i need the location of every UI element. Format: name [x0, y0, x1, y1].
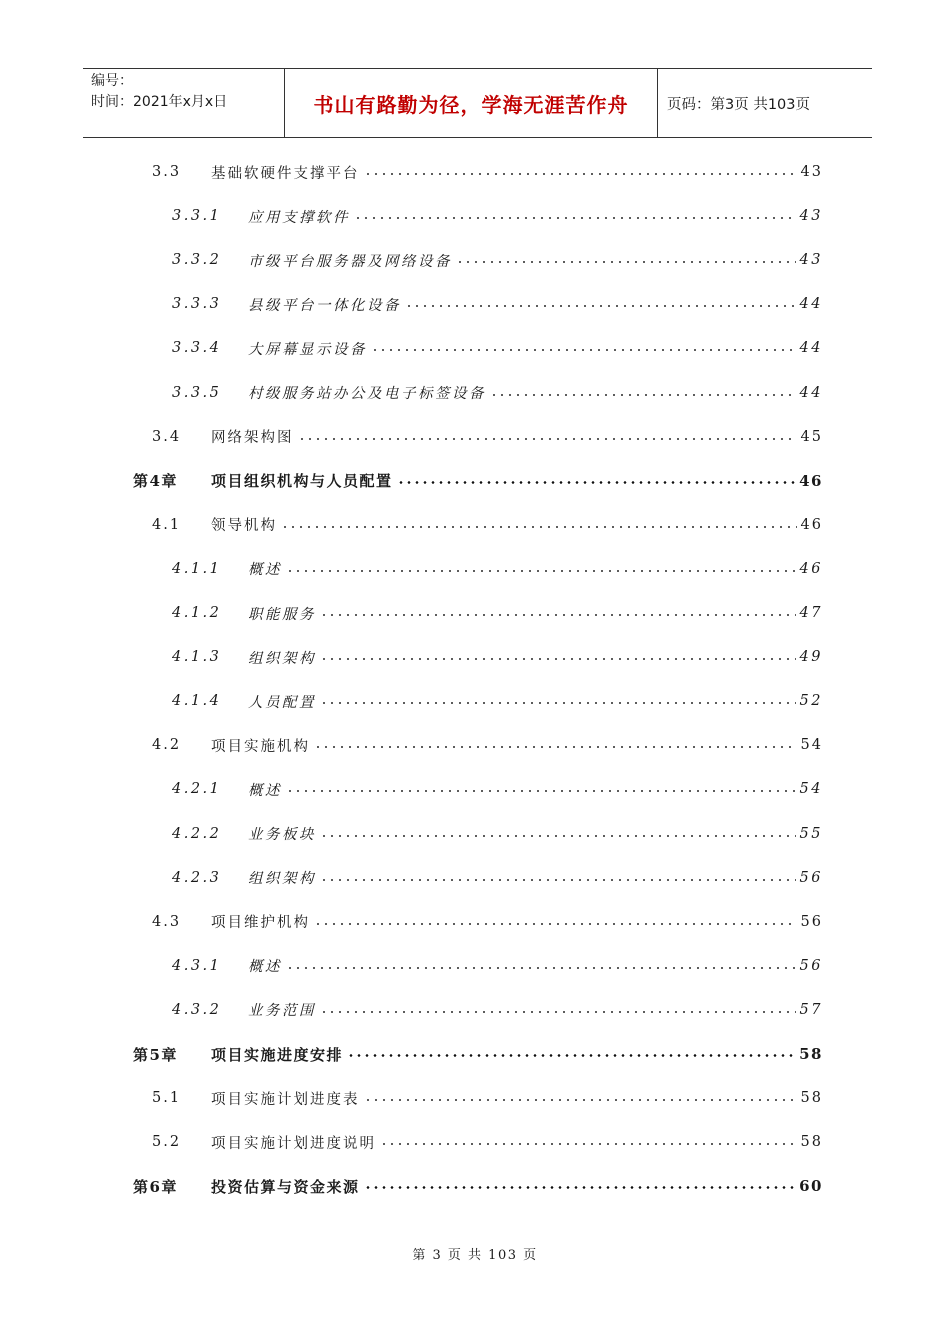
toc-entry-title: 组织架构	[248, 650, 316, 667]
toc-entry[interactable]	[0, 1127, 950, 1157]
toc-entry-number: 4.1	[152, 516, 182, 533]
toc-entry-title: 概述	[248, 562, 282, 579]
toc-entry[interactable]	[0, 598, 950, 628]
toc-entry-title: 大屏幕显示设备	[248, 341, 367, 358]
toc-entry-number: 3.3.5	[172, 384, 222, 401]
toc-leader-dots	[371, 349, 796, 351]
toc-entry[interactable]	[0, 422, 950, 452]
toc-leader-dots	[364, 173, 797, 175]
toc-entry[interactable]	[0, 951, 950, 981]
toc-leader-dots	[490, 394, 796, 396]
toc-entry-title: 投资估算与资金来源	[211, 1177, 360, 1196]
toc-entry-number: 4.3.1	[172, 957, 222, 974]
toc-entry-title: 项目组织机构与人员配置	[211, 472, 393, 491]
toc-entry-number: 3.3.1	[172, 208, 222, 225]
toc-entry[interactable]	[0, 378, 950, 408]
toc-entry-page: 43	[799, 252, 823, 269]
toc-leader-dots	[298, 438, 797, 440]
toc-entry-title: 人员配置	[248, 694, 316, 711]
toc-entry-number: 第5章	[133, 1045, 178, 1064]
toc-leader-dots	[314, 746, 797, 748]
document-number-label: 编号：	[91, 73, 133, 89]
toc-entry-page: 46	[800, 516, 823, 533]
toc-leader-dots	[320, 658, 796, 660]
toc-entry-title: 概述	[248, 782, 282, 799]
toc-entry-number: 5.1	[152, 1090, 182, 1107]
toc-entry-title: 网络架构图	[211, 430, 294, 447]
toc-entry-title: 业务板块	[248, 827, 316, 843]
toc-entry-page: 46	[799, 560, 823, 577]
toc-entry-title: 项目实施计划进度表	[211, 1091, 360, 1108]
toc-entry-title: 业务范围	[248, 1003, 316, 1020]
toc-entry-title: 领导机构	[211, 518, 277, 535]
toc-entry-title: 应用支撑软件	[248, 209, 350, 226]
toc-entry[interactable]	[0, 863, 950, 893]
toc-entry-number: 4.3	[152, 913, 182, 930]
toc-entry-page: 52	[799, 693, 823, 710]
toc-leader-dots	[364, 1186, 795, 1189]
toc-entry-number: 4.1.4	[172, 693, 222, 710]
toc-entry-page: 44	[799, 340, 823, 357]
toc-entry-number: 5.2	[152, 1134, 182, 1151]
toc-entry-title: 项目实施进度安排	[211, 1045, 344, 1064]
toc-leader-dots	[286, 570, 796, 572]
toc-entry[interactable]	[0, 819, 950, 849]
toc-entry-page: 57	[799, 1001, 823, 1018]
toc-entry-number: 第4章	[133, 472, 178, 491]
toc-entry-number: 4.2	[152, 737, 182, 754]
toc-entry-page: 55	[799, 825, 823, 842]
toc-entry-page: 56	[799, 957, 823, 974]
toc-leader-dots	[347, 1054, 795, 1057]
toc-entry-page: 56	[799, 869, 823, 886]
toc-entry-number: 4.1.1	[172, 560, 222, 577]
header-meta	[83, 69, 285, 137]
toc-entry-title: 概述	[248, 959, 282, 976]
toc-entry-title: 村级服务站办公及电子标签设备	[248, 386, 486, 402]
toc-entry-number: 3.3	[152, 164, 182, 180]
page-header	[83, 68, 872, 138]
toc-entry-page: 56	[800, 913, 823, 930]
toc-entry-title: 组织架构	[248, 871, 316, 888]
toc-entry-number: 4.2.3	[172, 869, 222, 886]
toc-leader-dots	[281, 526, 797, 528]
toc-entry-number: 4.2.1	[172, 781, 222, 798]
toc-entry-page: 45	[800, 428, 823, 445]
toc-entry-number: 3.3.4	[172, 340, 222, 357]
toc-entry-number: 4.1.3	[172, 649, 222, 666]
toc-entry-number: 3.4	[152, 428, 182, 445]
toc-entry-page: 47	[799, 605, 823, 621]
document-date: 时间：2021年x月x日	[91, 94, 228, 110]
toc-entry-title: 市级平台服务器及网络设备	[248, 253, 452, 270]
toc-entry-page: 46	[799, 471, 823, 490]
toc-entry-page: 54	[800, 737, 823, 754]
toc-leader-dots	[320, 702, 796, 704]
header-page-info: 页码：第3页 共103页	[667, 96, 811, 113]
toc-entry-number: 4.2.2	[172, 825, 222, 842]
toc-entry-title: 县级平台一体化设备	[248, 297, 401, 314]
toc-entry[interactable]	[0, 907, 950, 937]
toc-entry[interactable]	[0, 774, 950, 804]
toc-leader-dots	[397, 481, 795, 484]
toc-entry-number: 4.3.2	[172, 1001, 222, 1018]
toc-entry[interactable]	[0, 995, 950, 1025]
toc-leader-dots	[286, 790, 796, 792]
toc-entry-number: 4.1.2	[172, 605, 222, 621]
toc-entry-page: 58	[800, 1090, 823, 1107]
toc-entry-title: 项目实施计划进度说明	[211, 1135, 376, 1152]
toc-leader-dots	[314, 923, 797, 925]
toc-entry[interactable]	[0, 289, 950, 319]
toc-leader-dots	[456, 261, 796, 263]
toc-entry-title: 项目维护机构	[211, 915, 310, 932]
toc-entry[interactable]	[0, 1083, 950, 1113]
page-footer: 第 3 页 共 103 页	[412, 1248, 538, 1263]
toc-entry-number: 3.3.2	[172, 252, 222, 269]
toc-entry-page: 43	[800, 164, 823, 180]
toc-entry[interactable]	[0, 510, 950, 540]
toc-entry[interactable]	[0, 1039, 950, 1069]
toc-entry[interactable]	[0, 245, 950, 275]
toc-entry-number: 第6章	[133, 1177, 178, 1196]
toc-leader-dots	[354, 217, 796, 219]
toc-entry[interactable]	[0, 157, 950, 187]
toc-entry-page: 44	[799, 384, 823, 401]
toc-leader-dots	[320, 614, 796, 616]
toc-leader-dots	[380, 1143, 797, 1145]
toc-entry[interactable]	[0, 554, 950, 584]
toc-entry[interactable]	[0, 466, 950, 496]
toc-entry-page: 44	[799, 296, 823, 313]
toc-entry-title: 项目实施机构	[211, 738, 310, 755]
toc-leader-dots	[405, 305, 796, 307]
toc-entry[interactable]	[0, 686, 950, 716]
toc-entry[interactable]	[0, 1171, 950, 1201]
toc-entry-page: 58	[800, 1134, 823, 1151]
toc-leader-dots	[364, 1099, 797, 1101]
toc-entry-title: 基础软硬件支撑平台	[211, 165, 360, 182]
toc-entry-page: 54	[799, 781, 823, 798]
toc-leader-dots	[320, 879, 796, 881]
toc-entry-page: 58	[799, 1045, 823, 1063]
toc-entry[interactable]	[0, 730, 950, 760]
toc-leader-dots	[320, 1011, 796, 1013]
toc-entry-number: 3.3.3	[172, 296, 222, 313]
toc-entry-page: 49	[799, 649, 823, 666]
toc-entry-page: 43	[799, 208, 823, 225]
toc-entry[interactable]	[0, 333, 950, 363]
toc-entry-page: 60	[799, 1177, 823, 1196]
toc-entry-title: 职能服务	[248, 606, 316, 623]
toc-entry[interactable]	[0, 642, 950, 672]
toc-leader-dots	[286, 967, 796, 969]
toc-leader-dots	[320, 835, 796, 837]
header-motto: 书山有路勤为径，学海无涯苦作舟	[285, 69, 658, 137]
toc-entry[interactable]	[0, 201, 950, 231]
